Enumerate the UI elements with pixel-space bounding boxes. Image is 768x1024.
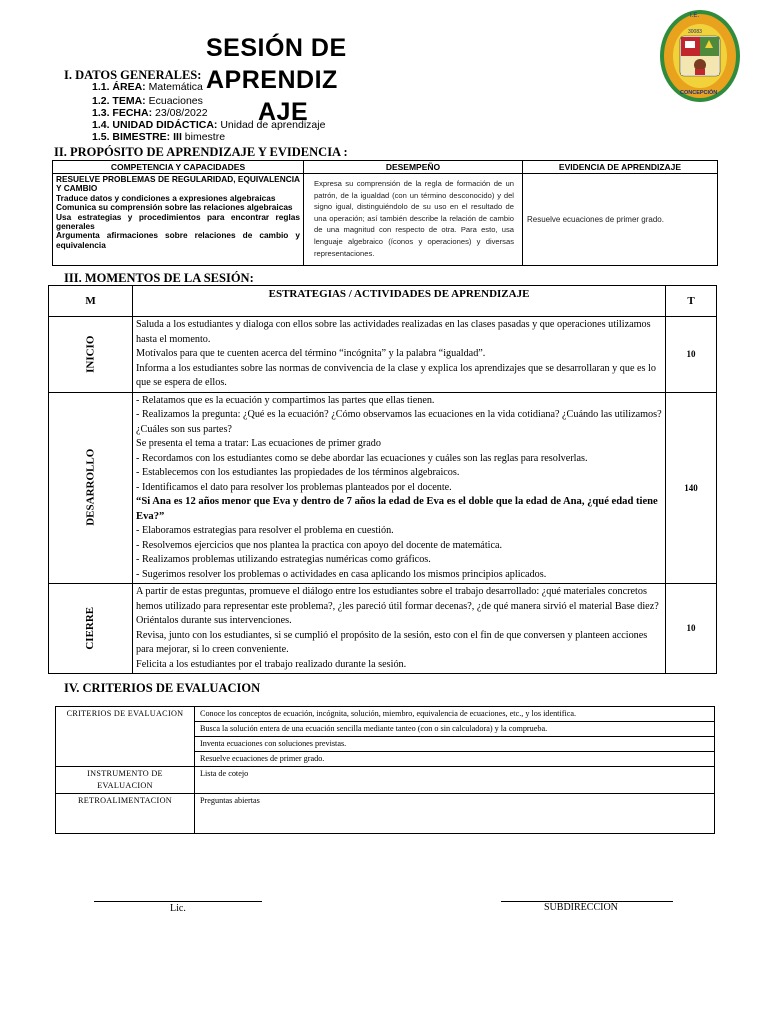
desarrollo-content [133, 392, 666, 584]
unidad-label: 1.4. UNIDAD DIDÁCTICA: [92, 119, 218, 131]
tema-label: 1.2. TEMA: [92, 95, 146, 107]
desarrollo-line-7: - Elaboramos estrategias para resolver el problema en cuestión. [136, 525, 394, 536]
capacidad-3: Usa estrategias y procedimientos para encontrar reglas generales [56, 211, 300, 232]
signature-left-label: Lic. [170, 903, 186, 914]
signature-line-left [94, 901, 262, 902]
criterios-table [55, 706, 715, 834]
fecha-label: 1.3. FECHA: [92, 107, 153, 119]
bimestre-label: 1.5. BIMESTRE: [92, 131, 171, 143]
criterio-2: Busca la solución entera de una ecuación sencilla mediante tanteo (con o sin calculadora) y la comprueba. [195, 722, 715, 737]
cierre-line-3: Felicita a los estudiantes por el trabajo realizado durante la sesión. [136, 658, 407, 670]
area-line [92, 81, 203, 93]
desarrollo-line-10: - Sugerimos resolver los problemas o actividades en casa aplicando los mismos principios aplicados. [136, 568, 547, 580]
col-estrategias: ESTRATEGIAS / ACTIVIDADES DE APRENDIZAJE [133, 286, 666, 317]
desarrollo-line-6: - Identificamos el dato para resolver los problemas planteados por el docente. [136, 481, 452, 493]
logo-top-text: I.E. [690, 13, 700, 19]
cierre-label-cell [49, 584, 133, 674]
col-evidencia: EVIDENCIA DE APRENDIZAJE [523, 161, 718, 174]
title-line-3: AJE [258, 98, 309, 126]
criterio-4: Resuelve ecuaciones de primer grado. [195, 752, 715, 767]
inicio-time: 10 [666, 317, 717, 393]
inicio-label: INICIO [84, 335, 97, 373]
competencia-text: RESUELVE PROBLEMAS DE REGULARIDAD, EQUIVALENCIA Y CAMBIO [56, 174, 300, 194]
inicio-line-3: Informa a los estudiantes sobre las normas de convivencia de la clase y explica los aprendizajes que se desarrollaran y que es lo que se espera de ellos. [136, 362, 656, 388]
desarrollo-line-2: - Realizamos la pregunta: ¿Qué es la ecuación? ¿Cómo observamos las ecuaciones en la vida cotidiana? ¿Cuándo las utilizamos? ¿Cuáles son sus partes? [136, 409, 662, 435]
title-line-2: APRENDIZ [206, 66, 338, 94]
capacidad-1: Traduce datos y condiciones a expresiones algebraicas [56, 192, 276, 203]
desarrollo-line-9: - Realizamos problemas utilizando estrategias numéricas como gráficos. [136, 554, 431, 565]
fecha-value: 23/08/2022 [155, 107, 208, 119]
tema-line [92, 95, 203, 107]
retro-label: RETROALIMENTACION [56, 794, 195, 834]
area-label: 1.1. ÁREA: [92, 81, 146, 93]
fecha-line [92, 107, 208, 119]
bimestre-value: bimestre [184, 131, 226, 143]
col-competencia: COMPETENCIA Y CAPACIDADES [53, 161, 304, 174]
signature-right-label: SUBDIRECCION [544, 902, 618, 913]
desarrollo-time: 140 [666, 392, 717, 584]
criterios-heading: IV. CRITERIOS DE EVALUACION [64, 681, 261, 695]
proposito-table [52, 160, 718, 266]
cierre-line-2: Revisa, junto con los estudiantes, si se cumplió el propósito de la sesión, esto con el fin de que conversen y planteen acciones para mejorar, si lo creen conveniente. [136, 629, 648, 655]
col-m: M [49, 286, 133, 317]
title-line-1: SESIÓN DE [206, 34, 347, 62]
capacidad-4: Argumenta afirmaciones sobre relaciones de cambio y equivalencia [56, 230, 300, 250]
instrumento-value: Lista de cotejo [195, 767, 715, 794]
momentos-table [48, 285, 717, 674]
criterio-3: Inventa ecuaciones con soluciones previstas. [195, 737, 715, 752]
desarrollo-label-cell [49, 392, 133, 584]
inicio-content [133, 317, 666, 393]
competencia-cell [53, 174, 304, 266]
desarrollo-label: DESARROLLO [84, 448, 97, 526]
inicio-label-cell [49, 317, 133, 393]
desarrollo-line-1: - Relatamos que es la ecuación y compartimos las partes que ellas tienen. [136, 394, 435, 406]
cierre-time: 10 [666, 584, 717, 674]
desempeno-text: Expresa su comprensión de la regla de formación de un patrón, de la igualdad (con un término desconocido) y del signo igual, distinguiéndolo de su uso en el resultado de una operación; así también describe la relación de cambio de una magnitud con respecto de otra. Para esto, usa lenguaje algebraico (íconos y operaciones) y diversas representaciones. [304, 174, 523, 266]
retro-value: Preguntas abiertas [195, 794, 715, 834]
cierre-line-1: A partir de estas preguntas, promueve el diálogo entre los estudiantes sobre el trabajo desarrollado: ¿qué materiales concretos hemos utilizado para representar este problema?, ¿les pareció útil formar decenas?, ¿de qué manera sirvió el material Base diez? Oriéntalos durante sus intervenciones. [136, 586, 659, 626]
inicio-line-2: Motívalos para que te cuenten acerca del término “incógnita” y la palabra “igualdad”. [136, 348, 486, 359]
desarrollo-line-4: - Recordamos con los estudiantes como se debe abordar las ecuaciones y cuáles son las reglas para resolverlas. [136, 452, 588, 464]
desarrollo-line-5: - Establecemos con los estudiantes las propiedades de los términos algebraicos. [136, 467, 460, 478]
desarrollo-line-3: Se presenta el tema a tratar: Las ecuaciones de primer grado [136, 438, 381, 449]
col-t: T [666, 286, 717, 317]
proposito-heading: II. PROPÓSITO DE APRENDIZAJE Y EVIDENCIA : [54, 145, 348, 159]
capacidad-2: Comunica su comprensión sobre las relaciones algebraicas [56, 202, 293, 213]
logo-bottom-text: CONCEPCIÓN [680, 90, 718, 96]
inicio-line-1: Saluda a los estudiantes y dialoga con ellos sobre las actividades realizadas en las clases pasadas y que operaciones utilizamos hasta el momento. [136, 319, 651, 345]
school-crest-logo [658, 8, 742, 104]
instrumento-label: INSTRUMENTO DE EVALUACION [56, 767, 195, 794]
cierre-label: CIERRE [84, 606, 97, 650]
desarrollo-problem: “Si Ana es 12 años menor que Eva y dentro de 7 años la edad de Eva es el doble que la edad de Ana, ¿qué edad tiene Eva?” [136, 496, 658, 522]
criterio-1: Conoce los conceptos de ecuación, incógnita, solución, miembro, equivalencia de ecuaciones, etc., y los identifica. [195, 707, 715, 722]
unidad-line [92, 119, 325, 131]
bimestre-line [92, 131, 225, 143]
col-desempeno: DESEMPEÑO [304, 161, 523, 174]
logo-number: 30083 [688, 29, 702, 35]
criterios-label: CRITERIOS DE EVALUACION [56, 707, 195, 767]
session-title [206, 32, 376, 128]
cierre-content [133, 584, 666, 674]
momentos-heading: III. MOMENTOS DE LA SESIÓN: [64, 271, 254, 285]
bimestre-roman: III [173, 131, 182, 143]
datos-heading: I. DATOS GENERALES: [64, 68, 202, 82]
tema-value: Ecuaciones [148, 95, 203, 107]
unidad-value: Unidad de aprendizaje [220, 119, 326, 131]
evidencia-text: Resuelve ecuaciones de primer grado. [523, 174, 718, 266]
desarrollo-line-8: - Resolvemos ejercicios que nos plantea la practica con apoyo del docente de matemática. [136, 539, 503, 551]
area-value: Matemática [148, 81, 203, 93]
